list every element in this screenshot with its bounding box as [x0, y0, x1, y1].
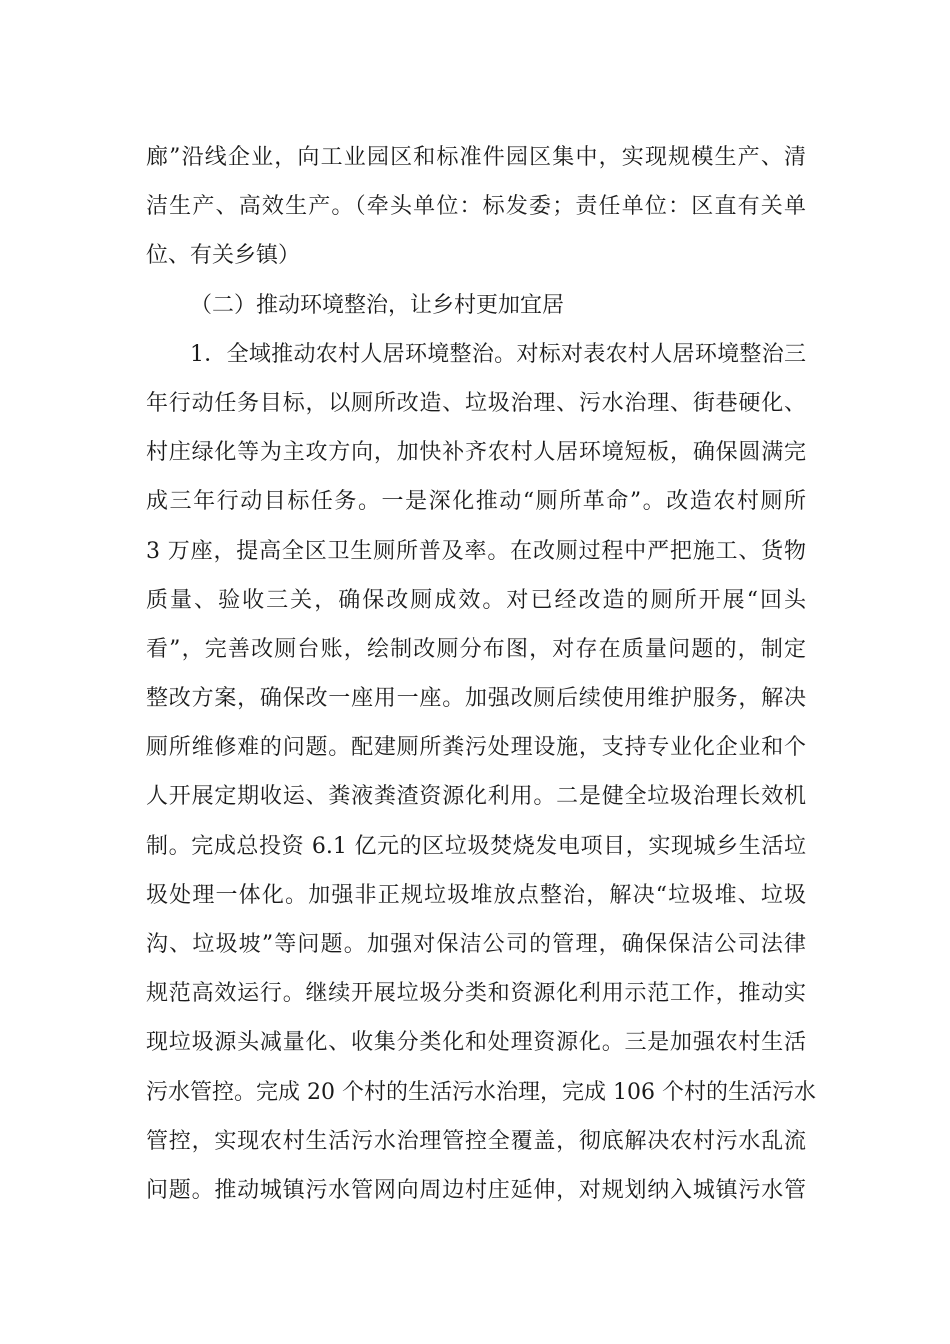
text-line: 问题。推动城镇污水管网向周边村庄延伸，对规划纳入城镇污水管	[146, 1177, 806, 1203]
text-line: 村庄绿化等为主攻方向，加快补齐农村人居环境短板，确保圆满完	[146, 440, 806, 466]
text-line: 整改方案，确保改一座用一座。加强改厕后续使用维护服务，解决	[146, 686, 806, 712]
paragraph-first-line: 1．全域推动农村人居环境整治。对标对表农村人居环境整治三	[190, 341, 806, 367]
text-line: 位、有关乡镇）	[146, 243, 301, 269]
document-body	[146, 133, 816, 1215]
text-line: 污水管控。完成 20 个村的生活污水治理，完成 106 个村的生活污水	[146, 1079, 816, 1105]
text-line: 现垃圾源头减量化、收集分类化和处理资源化。三是加强农村生活	[146, 1030, 806, 1056]
text-line: 质量、验收三关，确保改厕成效。对已经改造的厕所开展“回头	[146, 587, 806, 613]
text-line: 厕所维修难的问题。配建厕所粪污处理设施，支持专业化企业和个	[146, 735, 806, 761]
text-line: 成三年行动目标任务。一是深化推动“厕所革命”。改造农村厕所	[146, 489, 806, 515]
text-line: 沟、垃圾坡”等问题。加强对保洁公司的管理，确保保洁公司法律	[146, 932, 806, 957]
text-line: 洁生产、高效生产。（牵头单位：标发委；责任单位：区直有关单	[146, 194, 806, 220]
text-line: 圾处理一体化。加强非正规垃圾堆放点整治，解决“垃圾堆、垃圾	[146, 882, 806, 908]
text-line: 3 万座，提高全区卫生厕所普及率。在改厕过程中严把施工、货物	[146, 538, 806, 564]
text-line: 制。完成总投资 6.1 亿元的区垃圾焚烧发电项目，实现城乡生活垃	[146, 833, 806, 859]
section-heading: （二）推动环境整治，让乡村更加宜居	[190, 292, 565, 318]
text-line: 廊”沿线企业，向工业园区和标准件园区集中，实现规模生产、清	[146, 145, 806, 170]
text-line: 年行动任务目标，以厕所改造、垃圾治理、污水治理、街巷硬化、	[146, 390, 806, 416]
text-line: 看”，完善改厕台账，绘制改厕分布图，对存在质量问题的，制定	[146, 636, 806, 662]
text-line: 规范高效运行。继续开展垃圾分类和资源化利用示范工作，推动实	[146, 981, 806, 1007]
text-line: 人开展定期收运、粪液粪渣资源化利用。二是健全垃圾治理长效机	[146, 784, 806, 810]
text-line: 管控，实现农村生活污水治理管控全覆盖，彻底解决农村污水乱流	[146, 1128, 806, 1154]
